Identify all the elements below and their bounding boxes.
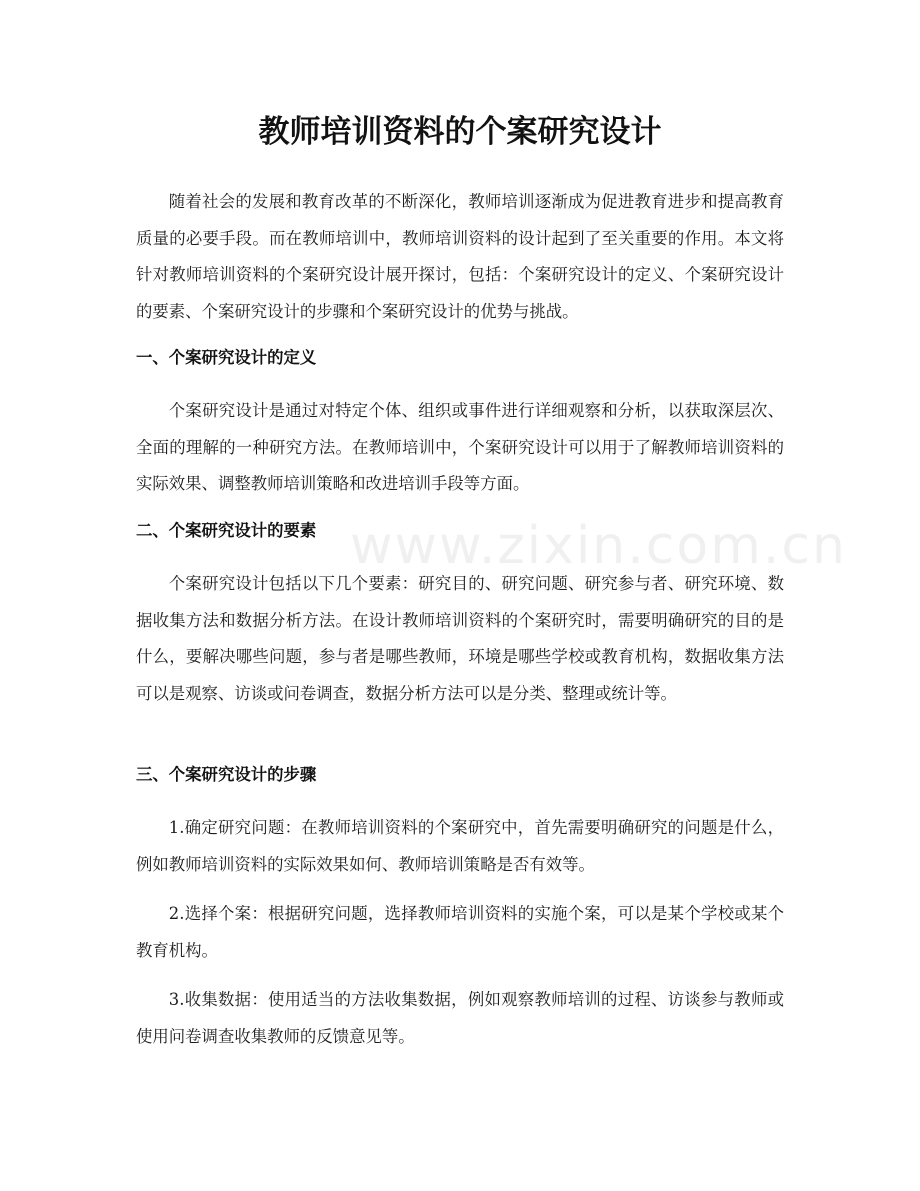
section-heading-definition: 一、个案研究设计的定义 (136, 348, 317, 367)
section-heading-elements: 二、个案研究设计的要素 (136, 521, 317, 540)
step-2-paragraph: 2.选择个案：根据研究问题，选择教师培训资料的实施个案，可以是某个学校或某个教育机构。 (136, 904, 784, 960)
watermark-text: www.zixin.com.cn (350, 516, 847, 576)
intro-paragraph: 随着社会的发展和教育改革的不断深化，教师培训逐渐成为促进教育进步和提高教育质量的必要手段。而在教师培训中，教师培训资料的设计起到了至关重要的作用。本文将针对教师培训资料的个案研究设计展开探讨，包括：个案研究设计的定义、个案研究设计的要素、个案研究设计的步骤和个案研究设计的优势与挑战。 (136, 192, 784, 321)
step-3-paragraph: 3.收集数据：使用适当的方法收集数据，例如观察教师培训的过程、访谈参与教师或使用问卷调查收集教师的反馈意见等。 (136, 990, 784, 1046)
elements-paragraph: 个案研究设计包括以下几个要素：研究目的、研究问题、研究参与者、研究环境、数据收集方法和数据分析方法。在设计教师培训资料的个案研究时，需要明确研究的目的是什么，要解决哪些问题，参与者是哪些教师，环境是哪些学校或教育机构，数据收集方法可以是观察、访谈或问卷调查，数据分析方法可以是分类、整理或统计等。 (136, 574, 784, 703)
document-title: 教师培训资料的个案研究设计 (258, 114, 662, 150)
definition-paragraph: 个案研究设计是通过对特定个体、组织或事件进行详细观察和分析，以获取深层次、全面的理解的一种研究方法。在教师培训中，个案研究设计可以用于了解教师培训资料的实际效果、调整教师培训策略和改进培训手段等方面。 (136, 401, 784, 494)
step-1-paragraph: 1.确定研究问题：在教师培训资料的个案研究中，首先需要明确研究的问题是什么，例如教师培训资料的实际效果如何、教师培训策略是否有效等。 (136, 818, 784, 874)
section-heading-steps: 三、个案研究设计的步骤 (136, 765, 317, 784)
